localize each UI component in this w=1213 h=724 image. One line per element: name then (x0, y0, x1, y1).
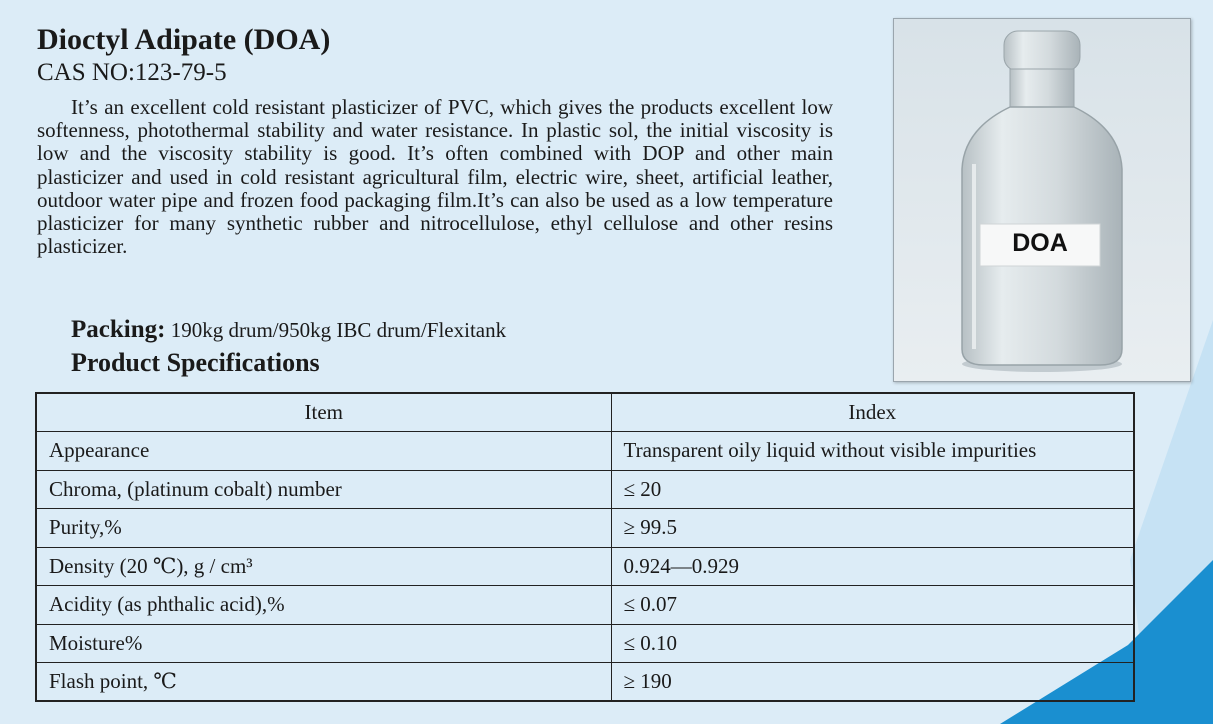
bottle-label: DOA (1012, 229, 1068, 257)
cell-index: ≤ 20 (611, 470, 1134, 509)
cell-item: Moisture% (36, 624, 611, 663)
table-header-row (36, 393, 1134, 432)
cell-index: ≥ 99.5 (611, 509, 1134, 548)
cell-item: Chroma, (platinum cobalt) number (36, 470, 611, 509)
cell-item: Acidity (as phthalic acid),% (36, 586, 611, 625)
header-item: Item (36, 393, 611, 432)
cell-index: ≤ 0.10 (611, 624, 1134, 663)
specifications-table (35, 392, 1135, 702)
product-description: It’s an excellent cold resistant plasticizer of PVC, which gives the products excellent low softenness, photothermal stability and water resistance. In plastic sol, the initial viscosity is low and the viscosity stability is good. It’s often combined with DOP and other main plasticizer and used in cold resistant agricultural film, electric wire, sheet, artificial leather, outdoor water pipe and frozen food packaging film.It’s can also be used as a low temperature plasticizer for many synthetic rubber and nitrocellulose, ethyl cellulose and other resins plasticizer. (37, 95, 833, 259)
bottle-illustration (894, 19, 1190, 381)
cell-item: Appearance (36, 432, 611, 471)
cell-index: ≤ 0.07 (611, 586, 1134, 625)
cas-number: CAS NO:123-79-5 (37, 59, 227, 86)
product-title: Dioctyl Adipate (DOA) (37, 23, 331, 56)
cell-item: Flash point, ℃ (36, 663, 611, 702)
packing-info (71, 315, 506, 345)
table-row (36, 470, 1134, 509)
packing-value: 190kg drum/950kg IBC drum/Flexitank (170, 318, 507, 342)
table-row (36, 663, 1134, 702)
table-row (36, 586, 1134, 625)
cell-index: Transparent oily liquid without visible impurities (611, 432, 1134, 471)
table-row (36, 547, 1134, 586)
table-row (36, 624, 1134, 663)
cell-item: Density (20 ℃), g / cm³ (36, 547, 611, 586)
packing-label: Packing: (71, 316, 166, 343)
cell-index: ≥ 190 (611, 663, 1134, 702)
table-row (36, 432, 1134, 471)
product-photo (893, 18, 1191, 382)
cell-item: Purity,% (36, 509, 611, 548)
header-index: Index (611, 393, 1134, 432)
cell-index: 0.924—0.929 (611, 547, 1134, 586)
specifications-heading: Product Specifications (71, 348, 320, 377)
table-row (36, 509, 1134, 548)
